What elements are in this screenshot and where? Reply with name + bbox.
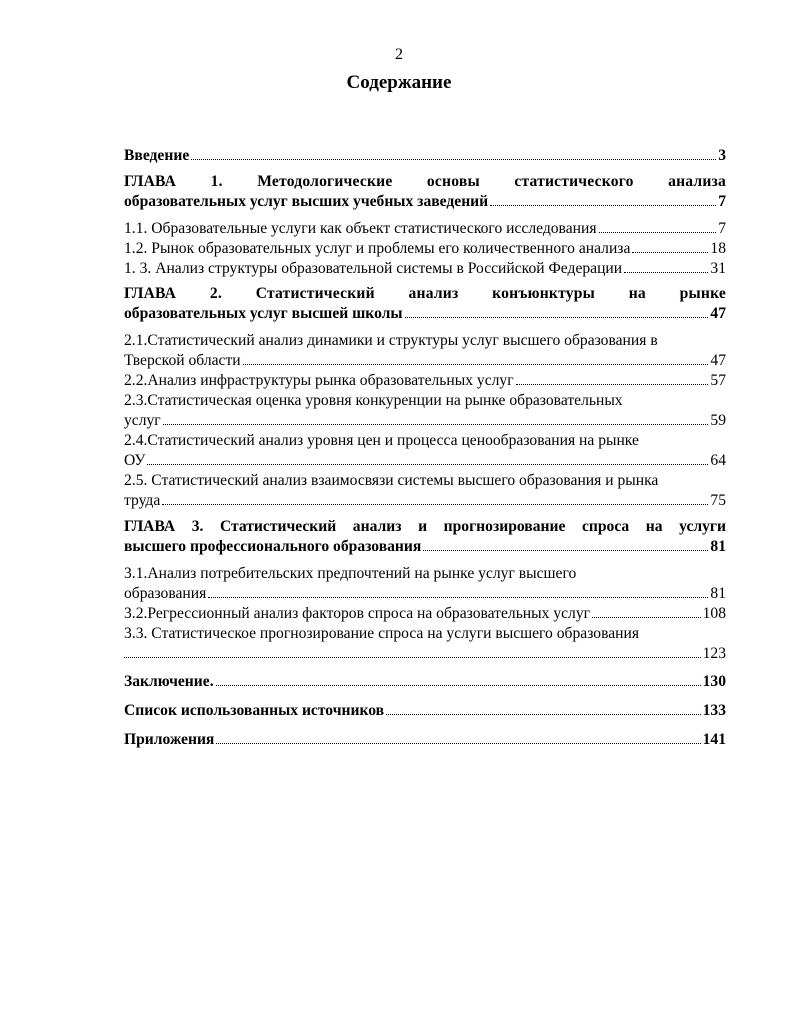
toc-entry-label-cont: Тверской области	[124, 352, 241, 369]
dot-leader	[216, 685, 701, 686]
toc-entry-label: Приложения	[124, 731, 215, 748]
toc-entry-label: Заключение.	[124, 673, 214, 690]
toc-page-number: 59	[710, 412, 726, 429]
toc-entry-label: ГЛАВА 1. Методологические основы статистического анализа	[124, 173, 726, 190]
dot-leader	[386, 714, 701, 715]
dot-leader	[490, 205, 716, 206]
toc-page-number: 81	[710, 538, 726, 555]
page-title: Содержание	[346, 72, 452, 93]
toc-entry-label: 3.2.Регрессионный анализ факторов спроса на образовательных услуг	[124, 605, 591, 622]
toc-page-number: 130	[702, 673, 726, 690]
toc-entry-chapter-2[interactable]	[124, 284, 726, 324]
page-number: 2	[395, 46, 403, 63]
dot-leader	[516, 384, 709, 385]
dot-leader	[124, 657, 701, 658]
toc-page-number: 108	[702, 605, 726, 622]
dot-leader	[163, 424, 709, 425]
toc-entry-label: Введение	[124, 147, 190, 164]
toc-page-number: 31	[710, 260, 726, 277]
toc-entry-label: 3.1.Анализ потребительских предпочтений на рынке услуг высшего	[124, 565, 577, 582]
toc-entry-2-3[interactable]	[124, 391, 726, 431]
toc-entry-label: 2.1.Статистический анализ динамики и структуры услуг высшего образования в	[124, 332, 658, 349]
toc-entry-label-cont: образовательных услуг высших учебных заведений	[124, 193, 489, 210]
toc-entry-label-cont: услуг	[124, 412, 161, 429]
dot-leader	[423, 550, 708, 551]
toc-page-number: 57	[710, 372, 726, 389]
toc-entry-label: Список использованных источников	[124, 702, 385, 719]
toc-entry-appendix[interactable]	[124, 730, 726, 750]
toc-entry-label: 2.2.Анализ инфраструктуры рынка образовательных услуг	[124, 372, 514, 389]
dot-leader	[599, 232, 717, 233]
toc-page-number: 47	[710, 305, 726, 322]
toc-entry-label-cont: высшего профессионального образования	[124, 538, 422, 555]
toc-entry-chapter-3[interactable]	[124, 517, 726, 557]
toc-entry-3-3[interactable]	[124, 624, 726, 664]
toc-entry-label-cont: образования	[124, 585, 207, 602]
toc-page-number: 141	[702, 731, 726, 748]
toc-entry-intro[interactable]	[124, 146, 726, 166]
toc-entry-label: 1.2. Рынок образовательных услуг и проблемы его количественного анализа	[124, 240, 631, 257]
dot-leader	[191, 159, 716, 160]
toc-entry-1-1[interactable]	[124, 219, 726, 239]
toc-entry-2-4[interactable]	[124, 431, 726, 471]
toc-entry-label: 1. 3. Анализ структуры образовательной системы в Российской Федерации	[124, 260, 623, 277]
toc-entry-2-2[interactable]	[124, 371, 726, 391]
dot-leader	[216, 743, 700, 744]
dot-leader	[632, 252, 708, 253]
toc-page-number: 64	[710, 452, 726, 469]
dot-leader	[162, 504, 708, 505]
toc-entry-label: 2.4.Статистический анализ уровня цен и процесса ценообразования на рынке	[124, 432, 639, 449]
toc-entry-chapter-1[interactable]	[124, 172, 726, 212]
toc-entry-label: 2.5. Статистический анализ взаимосвязи системы высшего образования и рынка	[124, 472, 659, 489]
toc-entry-label: 3.3. Статистическое прогнозирование спроса на услуги высшего образования	[124, 625, 640, 642]
toc-page-number: 7	[718, 220, 726, 237]
toc-page-number: 123	[702, 645, 726, 662]
toc-entry-2-5[interactable]	[124, 471, 726, 511]
dot-leader	[243, 364, 709, 365]
toc-entry-label-cont: ОУ	[124, 452, 146, 469]
dot-leader	[624, 272, 708, 273]
toc-entry-3-2[interactable]	[124, 604, 726, 624]
toc-entry-label: 2.3.Статистическая оценка уровня конкуренции на рынке образовательных	[124, 392, 623, 409]
dot-leader	[592, 617, 701, 618]
toc-page-number: 47	[710, 352, 726, 369]
toc-entry-1-3[interactable]	[124, 259, 726, 279]
toc-page-number: 75	[710, 492, 726, 509]
toc-page-number: 133	[702, 702, 726, 719]
toc-entry-1-2[interactable]	[124, 239, 726, 259]
toc-entry-label: ГЛАВА 2. Статистический анализ конъюнктуры на рынке	[124, 285, 726, 302]
toc-page-number: 3	[718, 147, 726, 164]
toc-page-number: 81	[710, 585, 726, 602]
toc-page-number: 7	[718, 193, 726, 210]
toc-entry-conclusion[interactable]	[124, 672, 726, 692]
toc-entry-sources[interactable]	[124, 701, 726, 721]
toc-entry-label: ГЛАВА 3. Статистический анализ и прогнозирование спроса на услуги	[124, 518, 726, 535]
table-of-contents	[124, 146, 726, 750]
toc-entry-2-1[interactable]	[124, 331, 726, 371]
dot-leader	[147, 464, 708, 465]
toc-entry-3-1[interactable]	[124, 564, 726, 604]
dot-leader	[405, 317, 709, 318]
toc-page-number: 18	[710, 240, 726, 257]
dot-leader	[208, 597, 708, 598]
toc-entry-label-cont: образовательных услуг высшей школы	[124, 305, 403, 322]
toc-entry-label-cont: труда	[124, 492, 161, 509]
toc-entry-label: 1.1. Образовательные услуги как объект статистического исследования	[124, 220, 597, 237]
